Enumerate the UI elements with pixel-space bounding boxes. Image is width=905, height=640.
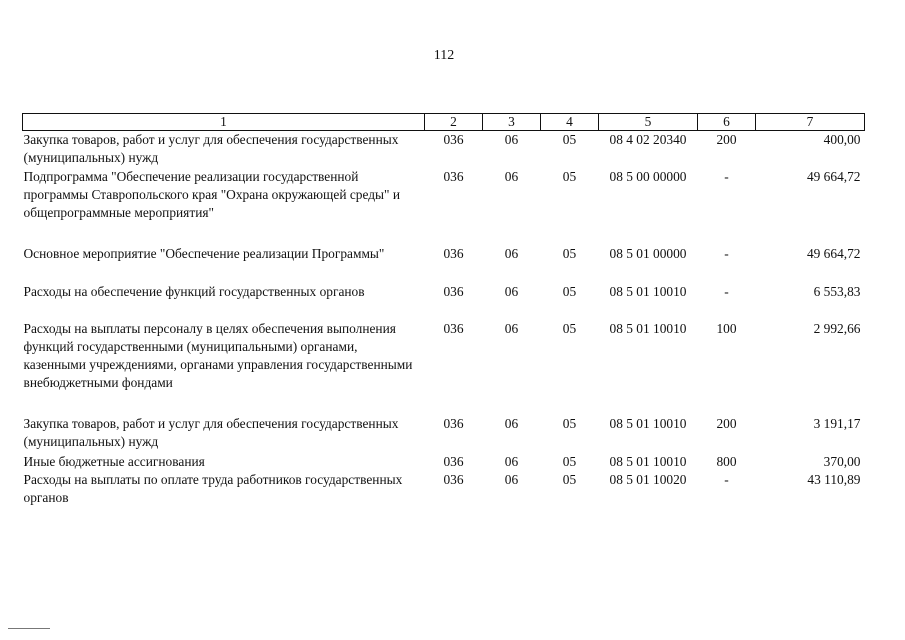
row-col2: 036	[443, 320, 464, 336]
header-cell: 3	[483, 114, 541, 131]
row-col5: 08 5 01 00000	[609, 245, 687, 261]
row-col3: 06	[504, 283, 519, 299]
row-col4: 05	[562, 415, 577, 431]
row-col3: 06	[504, 132, 519, 147]
header-row	[23, 114, 865, 131]
row-col7: 49 664,72	[806, 168, 861, 184]
row-col7: 2 992,66	[813, 320, 861, 336]
row-col5: 08 5 01 10010	[609, 320, 687, 336]
row-col2: 036	[443, 245, 464, 261]
table-row	[23, 320, 865, 415]
table-row	[23, 453, 865, 471]
row-col4: 05	[562, 168, 577, 184]
row-col7: 49 664,72	[806, 245, 861, 261]
row-name: Закупка товаров, работ и услуг для обеспечения государственных (муниципальных) нужд	[23, 132, 399, 165]
row-name: Расходы на выплаты по оплате труда работников государственных органов	[23, 471, 403, 505]
row-col5: 08 5 01 10010	[609, 453, 687, 469]
row-col6: 200	[716, 132, 737, 147]
table-row	[23, 245, 865, 283]
scan-mark	[8, 628, 50, 629]
row-col3: 06	[504, 415, 519, 431]
budget-table	[22, 113, 865, 507]
row-col6: 100	[716, 320, 737, 336]
row-col3: 06	[504, 320, 519, 336]
row-col5: 08 5 00 00000	[609, 168, 687, 184]
row-col7: 370,00	[823, 453, 861, 469]
header-cell: 2	[425, 114, 483, 131]
table-row	[23, 168, 865, 245]
row-col4: 05	[562, 320, 577, 336]
row-col3: 06	[504, 245, 519, 261]
page-number: 112	[433, 48, 455, 63]
row-col5: 08 5 01 10010	[609, 283, 687, 299]
row-col2: 036	[443, 132, 464, 147]
table-row	[23, 283, 865, 320]
row-col6: -	[724, 168, 729, 184]
row-col2: 036	[443, 471, 464, 487]
row-col6: 200	[716, 415, 737, 431]
header-cell: 7	[756, 114, 865, 131]
row-name: Расходы на выплаты персоналу в целях обеспечения выполнения функций государственными (муниципальными) органами, казенными учреждениями, органами управления государственными внебюджетными фондами	[23, 320, 413, 390]
row-col5: 08 5 01 10010	[609, 415, 687, 431]
row-name: Подпрограмма "Обеспечение реализации государственной программы Ставропольского края "Охрана окружающей среды" и общепрограммные мероприятия"	[23, 168, 401, 220]
row-col6: -	[724, 471, 729, 487]
row-col4: 05	[562, 132, 577, 147]
header-cell: 1	[23, 114, 425, 131]
row-name: Расходы на обеспечение функций государственных органов	[23, 283, 365, 299]
row-col7: 400,00	[823, 132, 861, 147]
row-col4: 05	[562, 453, 577, 469]
row-col7: 43 110,89	[807, 471, 861, 487]
row-col4: 05	[562, 283, 577, 299]
row-col7: 6 553,83	[813, 283, 861, 299]
row-name: Закупка товаров, работ и услуг для обеспечения государственных (муниципальных) нужд	[23, 415, 399, 449]
row-col5: 08 5 01 10020	[609, 471, 687, 487]
header-cell: 4	[541, 114, 599, 131]
row-col3: 06	[504, 453, 519, 469]
row-name: Иные бюджетные ассигнования	[23, 453, 205, 469]
row-col2: 036	[443, 415, 464, 431]
table-row	[23, 131, 865, 168]
row-col6: -	[724, 245, 729, 261]
row-col7: 3 191,17	[813, 415, 861, 431]
row-col2: 036	[443, 283, 464, 299]
table-row	[23, 471, 865, 507]
table-row	[23, 415, 865, 453]
row-col6: 800	[716, 453, 737, 469]
row-col6: -	[724, 283, 729, 299]
header-cell: 6	[698, 114, 756, 131]
row-col3: 06	[504, 471, 519, 487]
row-col4: 05	[562, 471, 577, 487]
row-name: Основное мероприятие "Обеспечение реализации Программы"	[23, 245, 385, 261]
row-col3: 06	[504, 168, 519, 184]
row-col2: 036	[443, 453, 464, 469]
row-col4: 05	[562, 245, 577, 261]
row-col2: 036	[443, 168, 464, 184]
header-cell: 5	[599, 114, 698, 131]
row-col5: 08 4 02 20340	[609, 132, 687, 147]
